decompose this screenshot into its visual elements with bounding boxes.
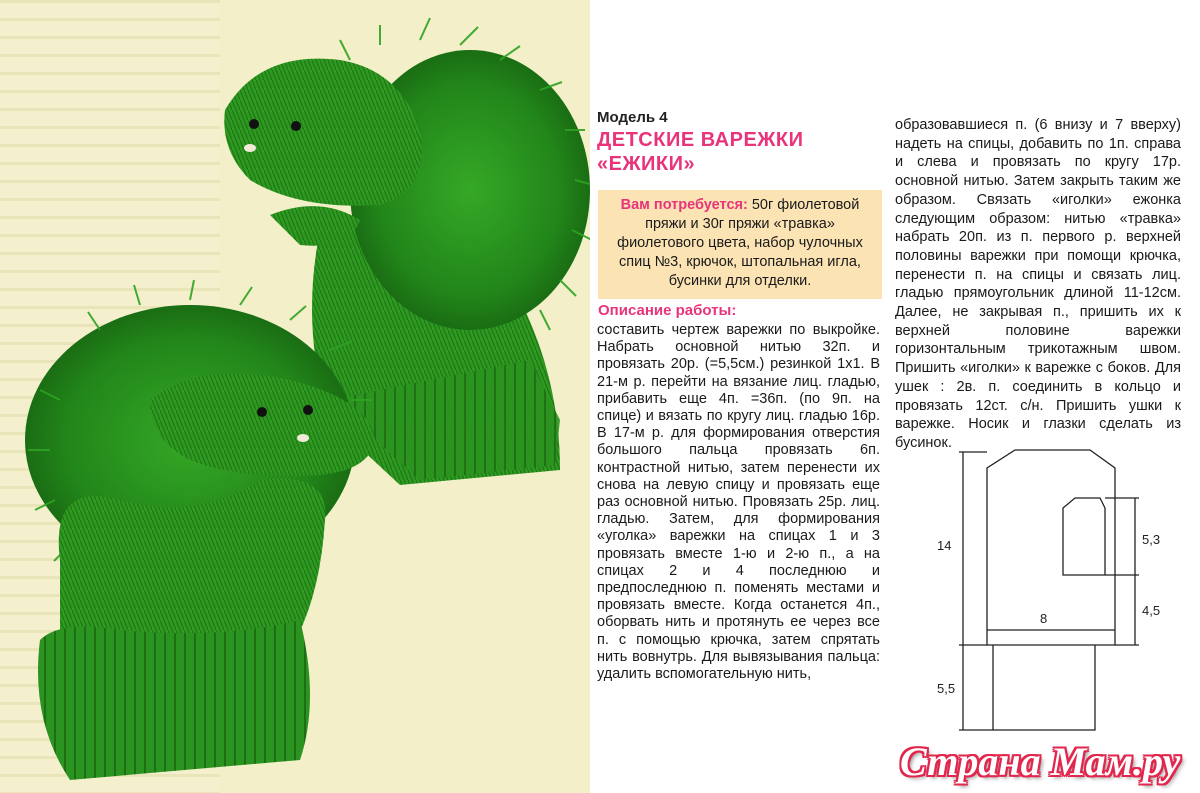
thumb-dim-line (1105, 498, 1139, 575)
hedgehog-mittens-illustration (0, 0, 590, 793)
thumb-offset-label: 4,5 (1142, 603, 1161, 618)
instructions-column-1: составить чертеж варежки по выкройке. Набрать основной нитью 32п. и провязать 20р. (=5,5см.) резинкой 1х1. В 21-м р. перейти на вязание лиц. гладью, прибавить еще 4п. =36п. (по 9п. на спице) и вязать по кругу лиц. гладью 16р. В 17-м р. для формирования отверстия большого пальца провязать 6п. контрастной нитью, затем перенести их снова на левую спицу и провязать еще раз основной нитью. Провязать 25р. лиц. гладью. Затем, для формирования «уголка» варежки на спицах 1 и 3 провязать вместе 1-ю и 2-ю п., а на спицах 2 и 4 последнюю и предпоследнюю п. поменять местами и провязать вместе. Когда останется 4п., оборвать нить и протянуть ее через все п. с помощью крючка, затем спрятать нить вовнутрь. Для вывязывания пальца: удалить вспомогательную нить, (597, 322, 880, 683)
materials-box (598, 190, 882, 299)
cuff-height-label: 5,5 (937, 681, 956, 696)
title-line-1: ДЕТСКИЕ ВАРЕЖКИ (597, 129, 804, 151)
mitten-pattern-diagram (925, 440, 1185, 740)
height-dim-line (959, 452, 987, 645)
site-watermark: Страна Мам.ру (900, 739, 1181, 784)
mitten-outline (987, 450, 1115, 645)
materials-text: 50г фиолетовой пряжи и 30г пряжи «травка» фиолетового цвета, набор чулочных спиц №3, крючок, штопальная игла, бусинки для отделки. (617, 197, 863, 289)
mittens-photo (0, 0, 590, 793)
materials-label: Вам потребуется: (620, 197, 748, 213)
description-label: Описание работы: (598, 302, 737, 319)
thumb-outline (1063, 498, 1105, 575)
instructions-column-2: образовавшиеся п. (6 внизу и 7 вверху) надеть на спицы, добавить по 1п. справа и слева и провязать по кругу 17р. основной нитью. Затем закрыть таким же образом. Связать «иголки» ежонка следующим образом: нитью «травка» набрать 20п. из п. первого р. верхней половины варежки при помощи крючка, перенести п. на спицы и связать лиц. гладью прямоугольник длиной 11-12см. Далее, не закрывая п., пришить их к верхней половине варежки горизонтальным трикотажным швом. Пришить «иголки» к варежке с боков. Для ушек : 2в. п. соединить в кольцо и провязать 12ст. с/н. Пришить ушки к варежке. Носик и глазки сделать из бусинок. (895, 117, 1181, 451)
cuff-outline (993, 645, 1095, 730)
thumb-offset-dim-line (1115, 575, 1139, 645)
height-total-label: 14 (937, 538, 952, 553)
width-label: 8 (1040, 611, 1048, 626)
model-label: Модель 4 (597, 109, 668, 126)
title-line-2: «ЕЖИКИ» (597, 153, 696, 175)
thumb-height-label: 5,3 (1142, 532, 1161, 547)
article-title (597, 128, 867, 176)
cuff-dim-line (959, 645, 993, 730)
